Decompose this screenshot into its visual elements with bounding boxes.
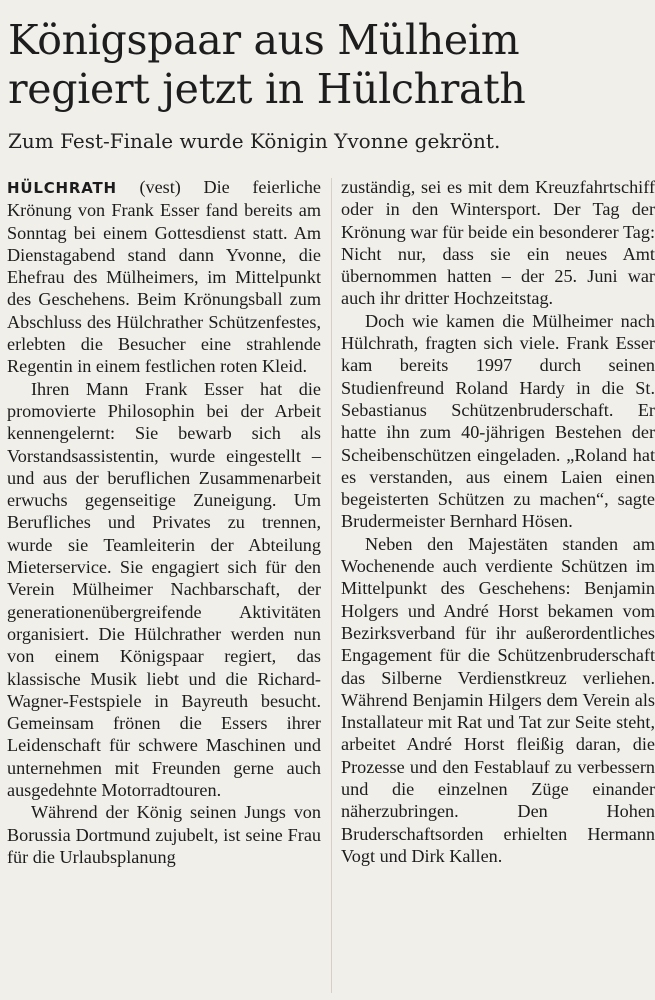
article-column-left	[7, 176, 321, 868]
subheadline: Zum Fest-Finale wurde Königin Yvonne gekrönt.	[8, 129, 501, 153]
paragraph	[7, 176, 321, 378]
paragraph: Neben den Majestäten standen am Wochenende auch verdiente Schützen im Mittelpunkt des Geschehens: Benjamin Holgers und André Horst bekamen vom Bezirksverband für ihr außerordentliches Engagement für die Schützenbruderschaft das Silberne Verdienstkreuz verliehen. Während Benjamin Hilgers dem Verein als Installateur mit Rat und Tat zur Seite steht, arbeitet André Horst fleißig daran, die Prozesse und den Festablauf zu verbessern und die einzelnen Züge einander näherzubringen. Den Hohen Bruderschaftsorden erhielten Hermann Vogt und Dirk Kallen.	[341, 533, 655, 866]
paragraph: Während der König seinen Jungs von Borussia Dortmund zujubelt, ist seine Frau für die Urlaubsplanung	[7, 802, 321, 867]
dateline: HÜLCHRATH	[7, 179, 117, 197]
paragraph: Doch wie kamen die Mülheimer nach Hülchrath, fragten sich viele. Frank Esser kam bereits 1997 durch seinen Studienfreund Roland Hardy in die St. Sebastianus Schützenbruderschaft. Er hatte ihn zum 40-jährigen Bestehen der Scheibenschützen eingeladen. „Roland hat es verstanden, aus einem Laien einen begeisterten Schützen zu machen“, sagte Brudermeister Bernhard Hösen.	[341, 310, 655, 532]
paragraph-text: (vest) Die feierliche Krönung von Frank Esser fand bereits am Sonntag bei einem Gottesdienst statt. Am Dienstagabend stand dann Yvonne, die Ehefrau des Mülheimers, im Mittelpunkt des Geschehens. Beim Krönungsball zum Abschluss des Hülchrather Schützenfestes, erlebten die Besucher eine strahlende Regentin in einem festlichen roten Kleid.	[7, 177, 321, 377]
headline-line-1: Königspaar aus Mülheim	[8, 16, 520, 64]
paragraph: Ihren Mann Frank Esser hat die promovierte Philosophin bei der Arbeit kennengelernt: Sie bewarb sich als Vorstandsassistentin, wurde eingestellt – und aus der beruflichen Zusammenarbeit erwuchs gegenseitige Zuneigung. Um Berufliches und Privates zu trennen, wurde sie Teamleiterin der Abteilung Mieterservice. Sie engagiert sich für den Verein Mülheimer Nachbarschaft, der generationenübergreifende Aktivitäten organisiert. Die Hülchrather werden nun von einem Königspaar regiert, das klassische Musik liebt und die Richard-Wagner-Festspiele in Bayreuth besucht. Gemeinsam frönen die Essers ihrer Leidenschaft für schwere Maschinen und unternehmen mit Freunden gerne auch ausgedehnte Motorradtouren.	[7, 378, 321, 801]
headline-line-2: regiert jetzt in Hülchrath	[8, 65, 526, 113]
article-column-right	[341, 176, 655, 867]
paragraph: zuständig, sei es mit dem Kreuzfahrtschiff oder in den Wintersport. Der Tag der Krönung war für beide ein besonderer Tag: Nicht nur, dass sie ein neues Amt übernommen hatten – der 25. Juni war auch ihr dritter Hochzeitstag.	[341, 177, 655, 309]
headline	[8, 16, 648, 114]
column-divider	[331, 178, 332, 993]
